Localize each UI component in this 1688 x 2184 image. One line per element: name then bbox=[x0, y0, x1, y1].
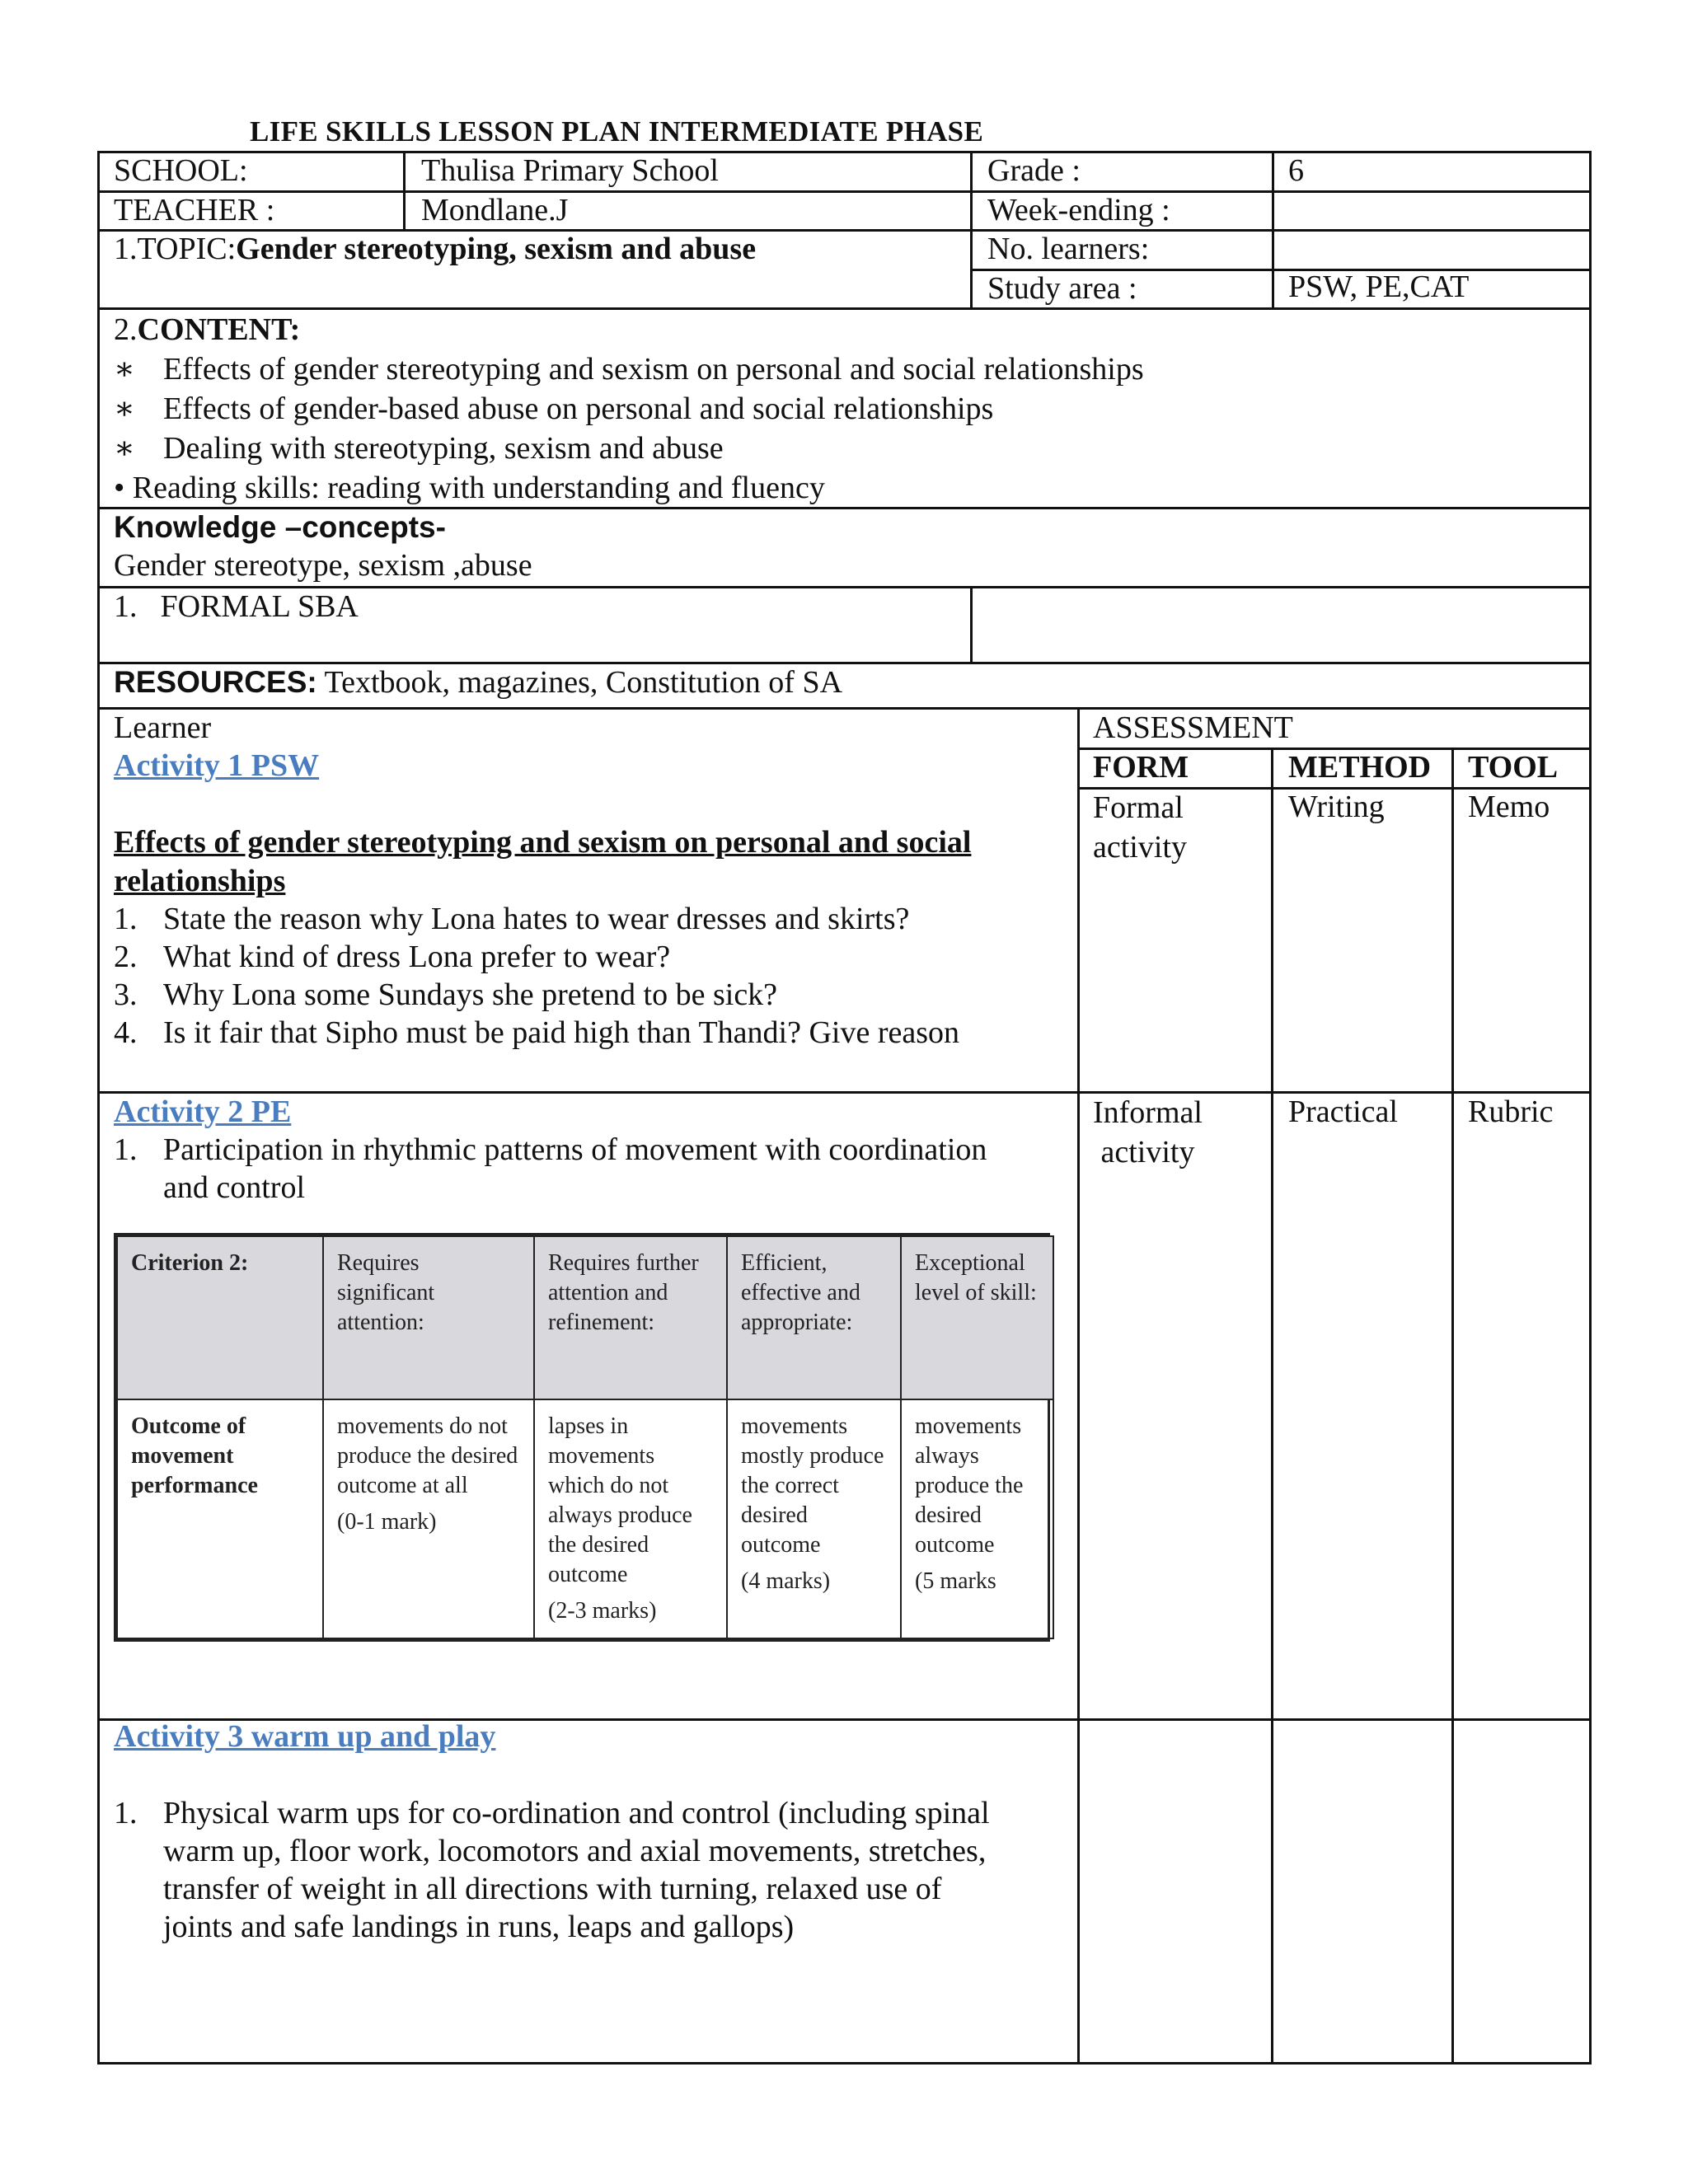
activity-1-subtitle-cont: relationships bbox=[114, 864, 286, 898]
resources-label: RESOURCES: bbox=[114, 665, 317, 699]
question-number: 3. bbox=[114, 977, 138, 1012]
content-heading-text: CONTENT: bbox=[137, 312, 301, 347]
table-row bbox=[117, 1399, 1053, 1638]
assessment-form-1: Formal activity bbox=[1093, 790, 1187, 865]
rubric-cell bbox=[727, 1399, 901, 1638]
content-item-text: Dealing with stereotyping, sexism and abuse bbox=[163, 431, 724, 466]
question-number: 4. bbox=[114, 1015, 138, 1050]
rubric-cell-marks: (2-3 marks) bbox=[548, 1598, 657, 1624]
assessment-tool-2: Rubric bbox=[1468, 1094, 1554, 1129]
content-heading-num: 2. bbox=[114, 312, 138, 347]
assessment-tool-1: Memo bbox=[1468, 790, 1550, 824]
activity-3-line: joints and safe landings in runs, leaps and gallops) bbox=[163, 1910, 795, 1944]
question-text: What kind of dress Lona prefer to wear? bbox=[163, 940, 671, 974]
table-row bbox=[117, 1236, 1053, 1399]
school-value: Thulisa Primary School bbox=[421, 153, 719, 188]
learner-label: Learner bbox=[114, 710, 212, 745]
activity-2-item-line2: and control bbox=[163, 1170, 306, 1205]
list-item bbox=[114, 938, 959, 976]
reading-skills: • Reading skills: reading with understanding and fluency bbox=[114, 471, 825, 505]
content-list bbox=[114, 349, 1144, 468]
topic bbox=[114, 230, 756, 268]
content-item-text: Effects of gender-based abuse on personal and social relationships bbox=[163, 391, 994, 426]
rubric-cell bbox=[901, 1399, 1053, 1638]
rubric-header-level-3: Efficient, effective and appropriate: bbox=[727, 1236, 901, 1399]
rubric-cell-marks: (0-1 mark) bbox=[337, 1509, 437, 1535]
question-text: Is it fair that Sipho must be paid high than Thandi? Give reason bbox=[163, 1015, 959, 1050]
rubric-cell-marks: (4 marks) bbox=[741, 1568, 831, 1594]
content-item-text: Effects of gender stereotyping and sexism on personal and social relationships bbox=[163, 352, 1144, 387]
asterisk-icon: ∗ bbox=[114, 391, 135, 426]
knowledge-heading: Knowledge –concepts- bbox=[114, 510, 446, 544]
asterisk-icon: ∗ bbox=[114, 431, 135, 466]
activity-2-item-line1: Participation in rhythmic patterns of movement with coordination bbox=[163, 1132, 987, 1167]
rubric-cell bbox=[534, 1399, 727, 1638]
formal-sba-text: FORMAL SBA bbox=[160, 589, 359, 624]
week-ending-label: Week-ending : bbox=[987, 193, 1170, 227]
activity-3-line: transfer of weight in all directions with turning, relaxed use of bbox=[163, 1872, 942, 1906]
rubric-cell-text: movements mostly produce the correct desired outcome bbox=[741, 1413, 884, 1558]
teacher-value: Mondlane.J bbox=[421, 193, 569, 227]
formal-sba bbox=[114, 588, 359, 626]
form-header: FORM bbox=[1093, 750, 1189, 785]
page-title: LIFE SKILLS LESSON PLAN INTERMEDIATE PHASE bbox=[250, 115, 984, 148]
rubric-cell-text: lapses in movements which do not always produce the desired outcome bbox=[548, 1413, 692, 1587]
school-label: SCHOOL: bbox=[114, 153, 248, 188]
study-area-label: Study area : bbox=[987, 271, 1137, 306]
teacher-label: TEACHER : bbox=[114, 193, 275, 227]
knowledge-text: Gender stereotype, sexism ,abuse bbox=[114, 548, 532, 583]
study-area-value: PSW, PE,CAT bbox=[1288, 269, 1470, 304]
list-item bbox=[114, 349, 1144, 389]
rubric-row-label: Outcome of movement performance bbox=[117, 1399, 323, 1638]
grade-label: Grade : bbox=[987, 153, 1081, 188]
rubric-cell-text: movements always produce the desired outcome bbox=[915, 1413, 1024, 1558]
activity-1-questions bbox=[114, 900, 959, 1052]
rubric-header-level-2: Requires further attention and refinement: bbox=[534, 1236, 727, 1399]
list-item bbox=[114, 1014, 959, 1052]
content-heading bbox=[114, 311, 300, 349]
assessment-method-1: Writing bbox=[1288, 790, 1385, 824]
assessment-heading: ASSESSMENT bbox=[1093, 710, 1293, 745]
question-text: State the reason why Lona hates to wear dresses and skirts? bbox=[163, 902, 910, 936]
activity-3-link[interactable]: Activity 3 warm up and play bbox=[114, 1719, 496, 1754]
resources-text: Textbook, magazines, Constitution of SA bbox=[316, 665, 843, 700]
rubric-header-level-4: Exceptional level of skill: bbox=[901, 1236, 1053, 1399]
question-text: Why Lona some Sundays she pretend to be sick? bbox=[163, 977, 778, 1012]
rubric-cell-marks: (5 marks bbox=[915, 1568, 996, 1594]
topic-value: Gender stereotyping, sexism and abuse bbox=[236, 232, 757, 266]
list-item bbox=[114, 429, 1144, 468]
assessment-method-2: Practical bbox=[1288, 1094, 1398, 1129]
rubric-cell bbox=[323, 1399, 534, 1638]
rubric-header-criterion: Criterion 2: bbox=[117, 1236, 323, 1399]
resources bbox=[114, 663, 842, 701]
learners-label: No. learners: bbox=[987, 232, 1150, 266]
assessment-form-2: Informal activity bbox=[1093, 1095, 1203, 1169]
rubric-header-level-1: Requires significant attention: bbox=[323, 1236, 534, 1399]
list-item bbox=[114, 976, 959, 1014]
asterisk-icon: ∗ bbox=[114, 352, 135, 387]
question-number: 1. bbox=[114, 902, 138, 936]
tool-header: TOOL bbox=[1468, 750, 1559, 785]
activity-2-link[interactable]: Activity 2 PE bbox=[114, 1094, 292, 1129]
topic-prefix: 1.TOPIC: bbox=[114, 232, 237, 266]
activity-1-subtitle: Effects of gender stereotyping and sexism on personal and social bbox=[114, 825, 972, 860]
activity-1-link[interactable]: Activity 1 PSW bbox=[114, 748, 320, 783]
method-header: METHOD bbox=[1288, 750, 1432, 785]
question-number: 2. bbox=[114, 940, 138, 974]
activity-2-item-number: 1. bbox=[114, 1132, 138, 1167]
list-item bbox=[114, 389, 1144, 429]
grade-value: 6 bbox=[1288, 153, 1304, 188]
list-item bbox=[114, 900, 959, 938]
rubric-table bbox=[114, 1233, 1050, 1642]
activity-3-line: warm up, floor work, locomotors and axial movements, stretches, bbox=[163, 1834, 987, 1868]
formal-sba-number: 1. bbox=[114, 589, 138, 624]
rubric-cell-text: movements do not produce the desired outcome at all bbox=[337, 1413, 518, 1498]
activity-3-line: Physical warm ups for co-ordination and control (including spinal bbox=[163, 1796, 990, 1830]
activity-3-item-number: 1. bbox=[114, 1796, 138, 1830]
